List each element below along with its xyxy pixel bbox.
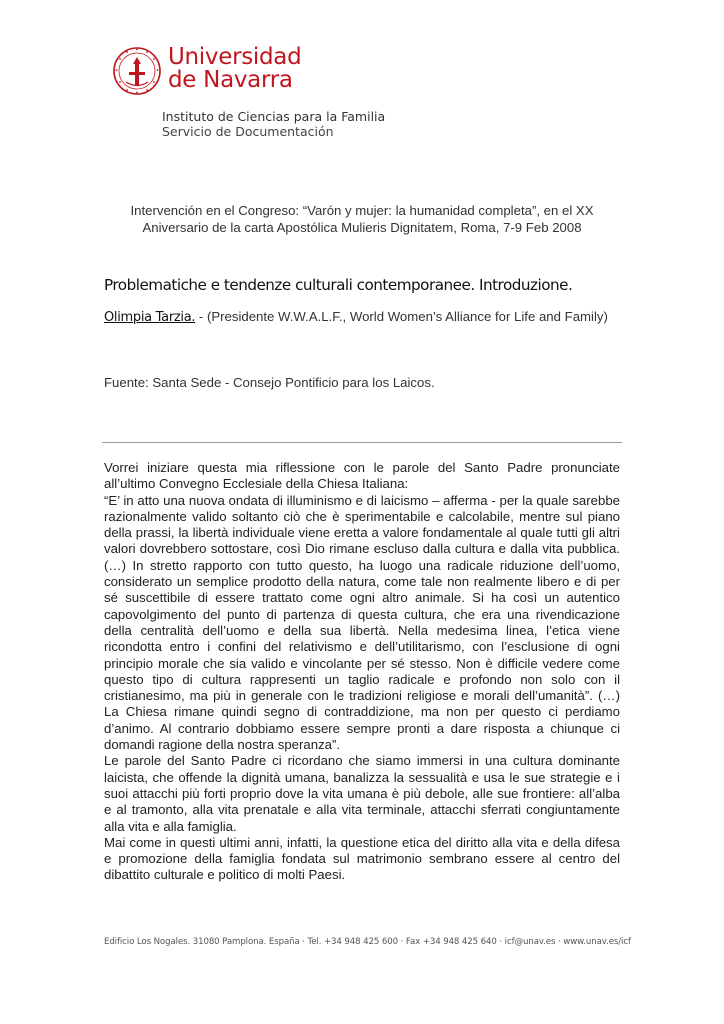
- author-line: [104, 308, 620, 326]
- university-name: [168, 46, 301, 92]
- intro-line-2: Aniversario de la carta Apostólica Mulieris Dignitatem, Roma, 7-9 Feb 2008: [142, 220, 582, 235]
- service-subtitle: Servicio de Documentación: [162, 124, 334, 139]
- author-separator: -: [195, 309, 207, 324]
- body-paragraph-3: Le parole del Santo Padre ci ricordano che siamo immersi in una cultura dominante laicista, che offende la dignità umana, banalizza la sessualità e usa le sue strategie e i suoi attacchi più forti proprio dove la vita umana è più debole, alle sue frontiere: all’alba e al tramonto, alla vita prenatale e alla vita terminale, attacchi sferrati congiuntamente alla vita e alla famiglia.: [104, 753, 620, 834]
- author-affiliation: (Presidente W.W.A.L.F., World Women’s Alliance for Life and Family): [206, 309, 608, 324]
- source-line: Fuente: Santa Sede - Consejo Pontificio para los Laicos.: [104, 375, 435, 390]
- congress-intro: [104, 202, 620, 236]
- intro-line-1: Intervención en el Congreso: “Varón y mujer: la humanidad completa”, en el XX: [130, 203, 594, 218]
- body-text: [104, 460, 620, 884]
- university-name-line2: de Navarra: [168, 67, 293, 93]
- author-name: Olimpia Tarzia.: [104, 310, 196, 325]
- body-paragraph-1: Vorrei iniziare questa mia riflessione con le parole del Santo Padre pronunciate all’ultimo Convegno Ecclesiale della Chiesa Italiana:: [104, 460, 620, 492]
- divider-line: [102, 442, 622, 443]
- page-footer: Edificio Los Nogales. 31080 Pamplona. España · Tel. +34 948 425 600 · Fax +34 948 425 640 · icf@unav.es · www.unav.es/icf: [104, 937, 631, 947]
- university-name-line1: Universidad: [168, 44, 302, 70]
- body-paragraph-4: Mai come in questi ultimi anni, infatti, la questione etica del diritto alla vita e della difesa e promozione della famiglia fondata sul matrimonio sembrano essere al centro del dibattito culturale e politico di molti Paesi.: [104, 834, 620, 883]
- document-title: Problematiche e tendenze culturali contemporanee. Introduzione.: [104, 276, 573, 294]
- body-paragraph-2: “E’ in atto una nuova ondata di illuminismo e di laicismo – afferma - per la quale sarebbe razionalmente valido soltanto ciò che è sperimentabile e calcolabile, mentre sul piano della prassi, la libertà individuale viene eretta a valore fondamentale al quale tutti gli altri valori dovrebbero sottostare, così Dio rimane escluso dalla cultura e dalla vita pubblica. (…) In stretto rapporto con tutto questo, ha luogo una radicale riduzione dell’uomo, considerato un semplice prodotto della natura, come tale non realmente libero e di per sé suscettibile di essere trattato come ogni altro animale. Si ha così un autentico capovolgimento del punto di partenza di questa cultura, che era una rivendicazione della centralità dell’uomo e della sua libertà. Nella medesima linea, l’etica viene ricondotta entro i confini del relativismo e dell’utilitarismo, con l’esclusione di ogni principio morale che sia valido e vincolante per sé stesso. Non è difficile vedere come questo tipo di cultura rappresenti un taglio radicale e profondo non solo con il cristianesimo, ma più in generale con le tradizioni religiose e morali dell’umanità”. (…) La Chiesa rimane quindi segno di contraddizione, ma non per questo ci perdiamo d’animo. Al contrario dobbiamo essere sempre pronti a dare risposta a chiunque ci domandi ragione della nostra speranza”.: [104, 492, 620, 753]
- institute-title: Instituto de Ciencias para la Familia: [162, 109, 386, 124]
- university-seal-logo: [112, 42, 162, 100]
